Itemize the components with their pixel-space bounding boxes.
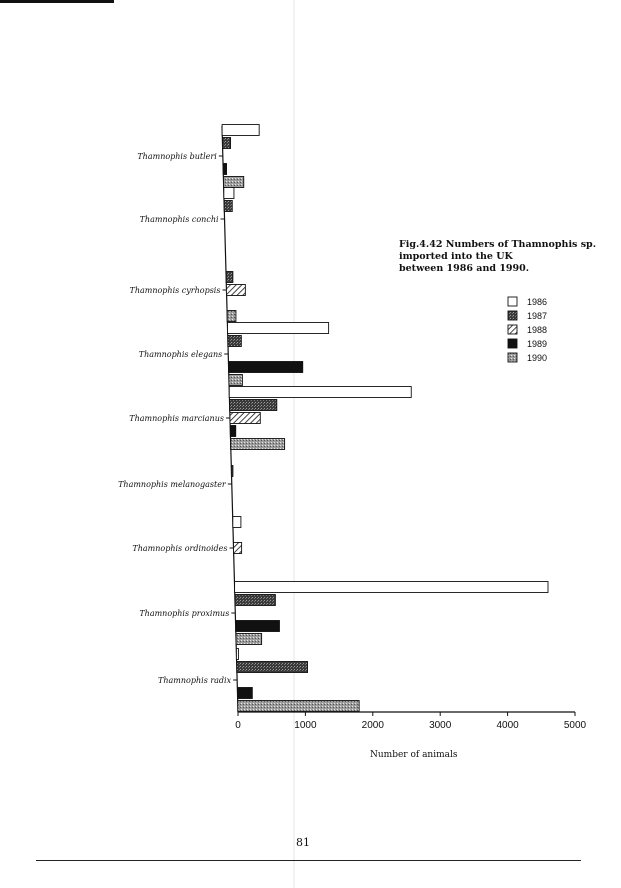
bar-1987-thamnophis-proximus: [235, 595, 275, 606]
chart-title-line-2: imported into the UK: [399, 251, 513, 262]
bottom-rule: [36, 860, 581, 861]
bar-1990-thamnophis-marcianus: [231, 439, 285, 450]
category-label: Thamnophis elegans: [138, 350, 223, 359]
chart-title-line-1: Fig.4.42 Numbers of Thamnophis sp.: [399, 239, 597, 250]
legend-swatch-1989: [508, 339, 517, 348]
bar-1987-thamnophis-radix: [237, 662, 308, 673]
bar-1987-thamnophis-elegans: [228, 336, 241, 347]
bar-1989-thamnophis-butleri: [223, 164, 226, 175]
bar-1986-thamnophis-conchi: [224, 188, 234, 199]
category-label: Thamnophis melanogaster: [118, 480, 226, 489]
bar-1988-thamnophis-marcianus: [230, 413, 260, 424]
category-label: Thamnophis conchi: [139, 215, 219, 224]
bar-1988-thamnophis-cyrhopsis: [226, 285, 245, 296]
legend-label-1988: 1988: [527, 325, 548, 335]
category-label: Thamnophis butleri: [137, 152, 217, 161]
bar-1986-thamnophis-ordinoides: [233, 517, 241, 528]
bar-1990-thamnophis-butleri: [224, 177, 244, 188]
bar-1986-thamnophis-marcianus: [229, 387, 411, 398]
x-tick-label: 0: [235, 720, 241, 731]
bar-1987-thamnophis-conchi: [224, 201, 232, 212]
bar-1989-thamnophis-marcianus: [230, 426, 235, 437]
x-axis-ticks: [235, 712, 586, 731]
bar-1989-thamnophis-proximus: [236, 621, 280, 632]
x-tick-label: 4000: [496, 720, 519, 731]
bar-1988-thamnophis-ordinoides: [234, 543, 242, 554]
x-tick-label: 1000: [294, 720, 317, 731]
legend-label-1987: 1987: [527, 311, 548, 321]
bar-1990-thamnophis-radix: [238, 701, 359, 712]
page-number: 81: [296, 836, 310, 849]
x-tick-label: 2000: [361, 720, 384, 731]
bar-1987-thamnophis-butleri: [222, 138, 230, 149]
bar-1990-thamnophis-proximus: [236, 634, 262, 645]
category-label: Thamnophis marcianus: [129, 414, 224, 423]
x-axis-label: Number of animals: [370, 750, 458, 760]
x-tick-label: 3000: [429, 720, 452, 731]
legend-label-1989: 1989: [527, 339, 548, 349]
bar-1990-thamnophis-elegans: [229, 375, 242, 386]
category-label: Thamnophis ordinoides: [132, 544, 228, 553]
x-tick-label: 5000: [563, 720, 587, 731]
chart-bars: [222, 125, 548, 712]
category-label: Thamnophis proximus: [139, 609, 230, 618]
bar-1986-thamnophis-proximus: [235, 582, 548, 593]
legend-swatch-1986: [508, 297, 517, 306]
legend-label-1986: 1986: [527, 297, 548, 307]
legend-swatch-1990: [508, 353, 517, 362]
bar-1987-thamnophis-melanogaster: [231, 466, 233, 477]
bar-1987-thamnophis-marcianus: [230, 400, 277, 411]
category-labels: [118, 152, 237, 685]
chart-title-line-3: between 1986 and 1990.: [399, 263, 530, 274]
bar-1986-thamnophis-butleri: [222, 125, 259, 136]
bar-1987-thamnophis-cyrhopsis: [226, 272, 233, 283]
category-label: Thamnophis radix: [158, 676, 232, 685]
category-label: Thamnophis cyrhopsis: [129, 286, 221, 295]
legend-swatch-1987: [508, 311, 517, 320]
bar-1989-thamnophis-radix: [237, 688, 252, 699]
bar-1990-thamnophis-cyrhopsis: [227, 311, 236, 322]
bar-1989-thamnophis-elegans: [229, 362, 303, 373]
legend-swatch-1988: [508, 325, 517, 334]
bar-1986-thamnophis-radix: [236, 649, 238, 660]
chart-legend: [508, 297, 547, 363]
legend-label-1990: 1990: [527, 353, 548, 363]
bar-1986-thamnophis-elegans: [228, 323, 329, 334]
